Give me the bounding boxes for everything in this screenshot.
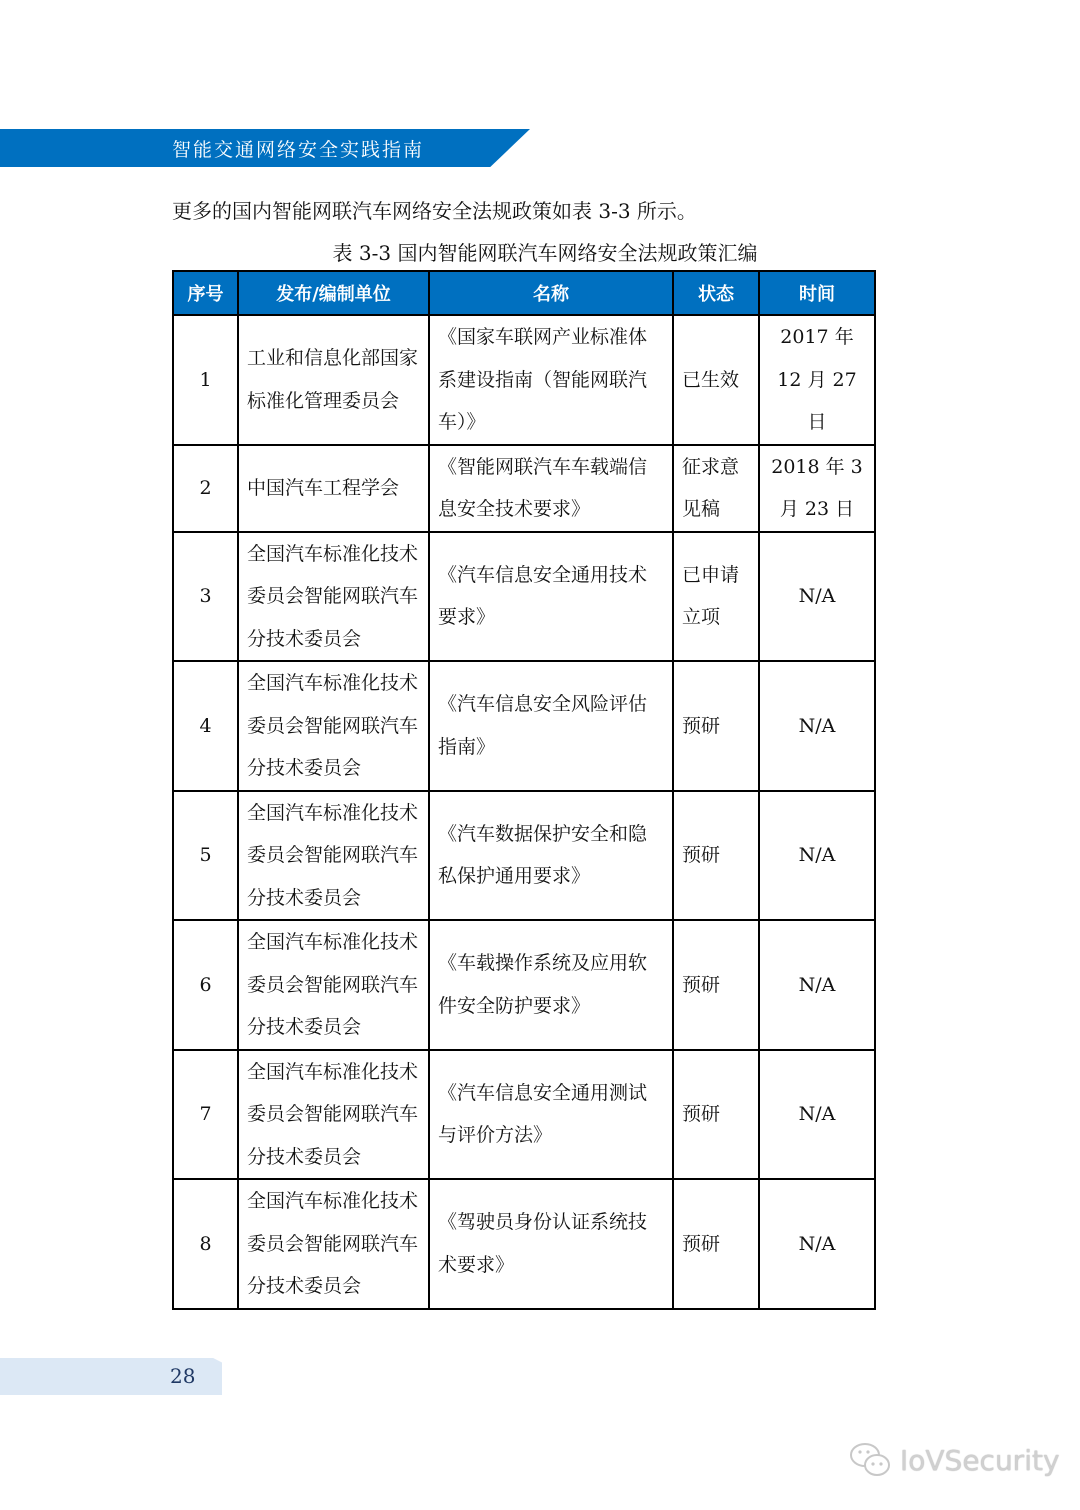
row-status: 预研: [673, 1050, 759, 1180]
table-row: [173, 315, 875, 445]
row-number: 8: [173, 1179, 238, 1309]
row-time: N/A: [759, 1179, 875, 1309]
row-time: 2017 年 12 月 27 日: [759, 315, 875, 445]
row-status: 征求意见稿: [673, 445, 759, 532]
table-row: [173, 1179, 875, 1309]
col-header-org: 发布/编制单位: [238, 271, 429, 315]
row-name: 《汽车信息安全通用技术要求》: [429, 532, 673, 662]
page-number: 28: [170, 1364, 196, 1388]
row-org: 全国汽车标准化技术委员会智能网联汽车分技术委员会: [238, 791, 429, 921]
regulations-table: [172, 270, 876, 1310]
table-caption: 表 3-3 国内智能网联汽车网络安全法规政策汇编: [332, 241, 758, 265]
row-number: 5: [173, 791, 238, 921]
row-status: 预研: [673, 661, 759, 791]
row-name: 《汽车数据保护安全和隐私保护通用要求》: [429, 791, 673, 921]
wechat-icon: [848, 1440, 894, 1480]
row-org: 全国汽车标准化技术委员会智能网联汽车分技术委员会: [238, 661, 429, 791]
table-row: [173, 920, 875, 1050]
row-status: 已申请立项: [673, 532, 759, 662]
row-time: 2018 年 3 月 23 日: [759, 445, 875, 532]
intro-paragraph: 更多的国内智能网联汽车网络安全法规政策如表 3-3 所示。: [172, 199, 697, 223]
table-row: [173, 661, 875, 791]
row-org: 工业和信息化部国家标准化管理委员会: [238, 315, 429, 445]
row-org: 全国汽车标准化技术委员会智能网联汽车分技术委员会: [238, 1179, 429, 1309]
row-name: 《智能网联汽车车载端信息安全技术要求》: [429, 445, 673, 532]
row-number: 1: [173, 315, 238, 445]
table-row: [173, 532, 875, 662]
row-number: 6: [173, 920, 238, 1050]
row-time: N/A: [759, 661, 875, 791]
row-number: 7: [173, 1050, 238, 1180]
watermark-text: IoVSecurity: [900, 1443, 1060, 1477]
row-name: 《汽车信息安全风险评估指南》: [429, 661, 673, 791]
table-row: [173, 445, 875, 532]
row-time: N/A: [759, 791, 875, 921]
row-org: 中国汽车工程学会: [238, 445, 429, 532]
row-time: N/A: [759, 532, 875, 662]
col-header-no: 序号: [173, 271, 238, 315]
row-status: 预研: [673, 1179, 759, 1309]
col-header-time: 时间: [759, 271, 875, 315]
header-title: 智能交通网络安全实践指南: [172, 139, 425, 161]
row-number: 2: [173, 445, 238, 532]
row-org: 全国汽车标准化技术委员会智能网联汽车分技术委员会: [238, 532, 429, 662]
row-status: 预研: [673, 791, 759, 921]
row-status: 预研: [673, 920, 759, 1050]
col-header-status: 状态: [673, 271, 759, 315]
row-name: 《车载操作系统及应用软件安全防护要求》: [429, 920, 673, 1050]
row-time: N/A: [759, 1050, 875, 1180]
row-number: 3: [173, 532, 238, 662]
row-org: 全国汽车标准化技术委员会智能网联汽车分技术委员会: [238, 920, 429, 1050]
row-time: N/A: [759, 920, 875, 1050]
row-name: 《驾驶员身份认证系统技术要求》: [429, 1179, 673, 1309]
row-number: 4: [173, 661, 238, 791]
row-name: 《汽车信息安全通用测试与评价方法》: [429, 1050, 673, 1180]
row-name: 《国家车联网产业标准体系建设指南（智能网联汽车）》: [429, 315, 673, 445]
table-header-row: [173, 271, 875, 315]
row-status: 已生效: [673, 315, 759, 445]
col-header-name: 名称: [429, 271, 673, 315]
table-row: [173, 791, 875, 921]
table-row: [173, 1050, 875, 1180]
watermark: [848, 1440, 1060, 1480]
row-org: 全国汽车标准化技术委员会智能网联汽车分技术委员会: [238, 1050, 429, 1180]
